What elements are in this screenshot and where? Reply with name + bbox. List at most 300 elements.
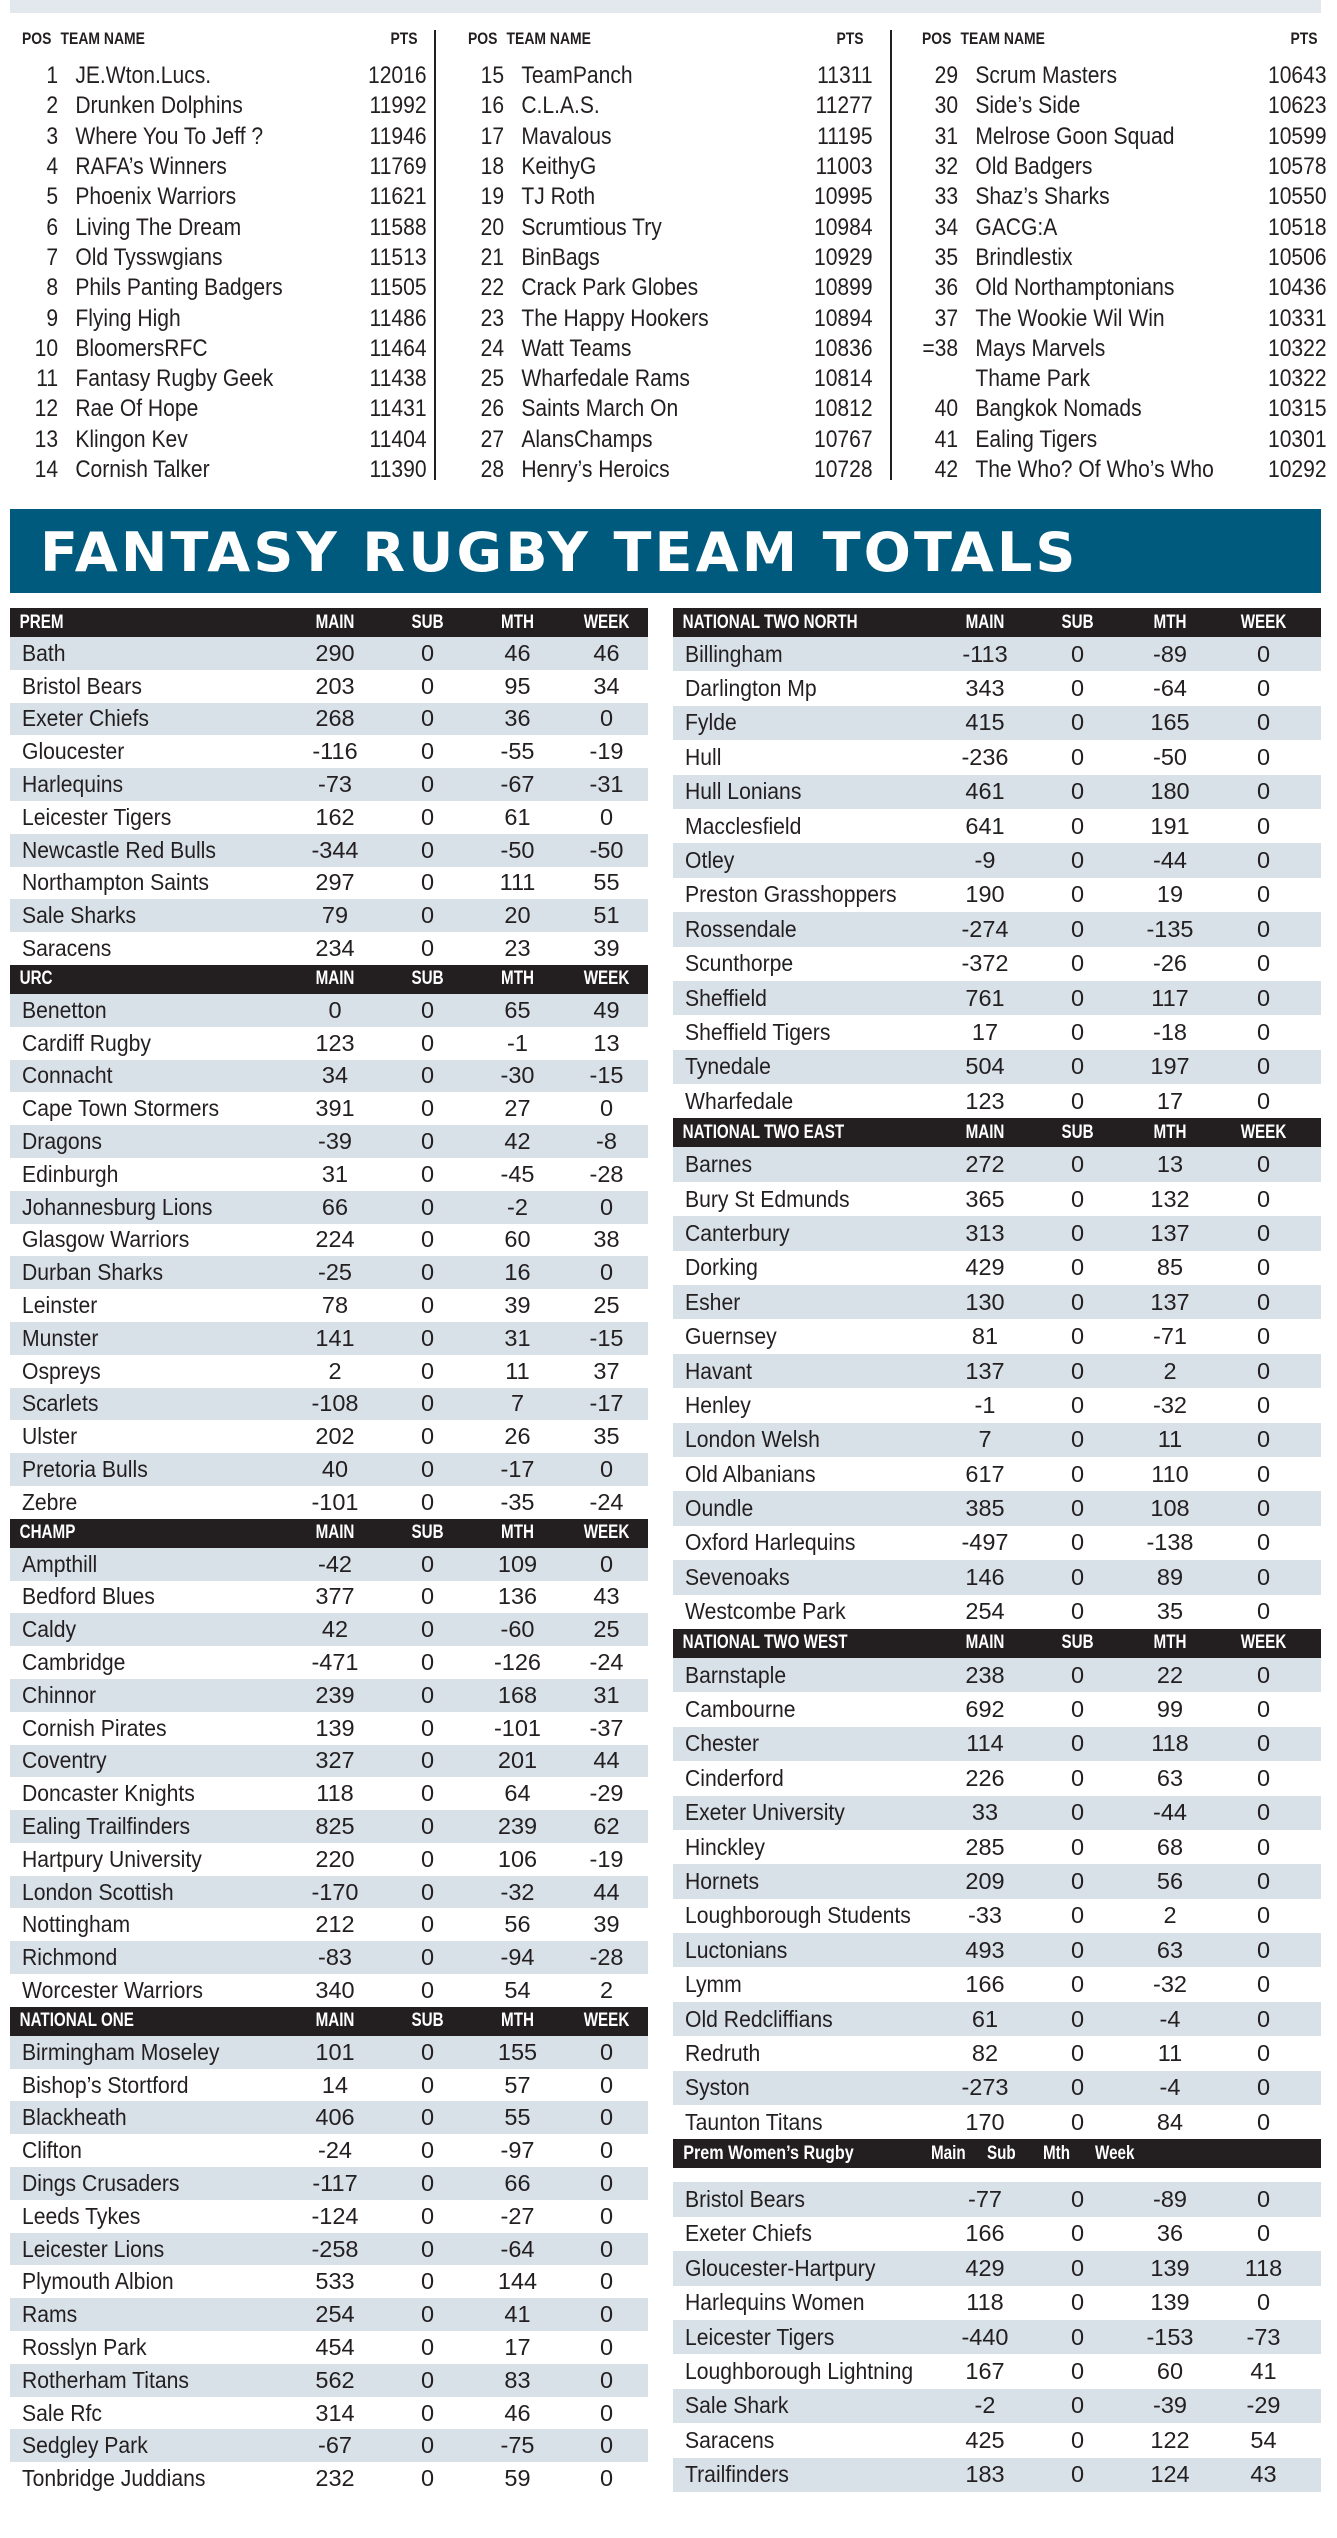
team-name-text: Leicester Tigers [22, 803, 172, 830]
value-week [565, 1423, 648, 1450]
value-sub [1035, 2040, 1120, 2067]
cell-value: 0 [420, 2301, 435, 2328]
points: 10814 [813, 365, 873, 393]
value-main [935, 1868, 1035, 1895]
team-name-text: Westcombe Park [685, 1598, 846, 1625]
cell-value: 0 [420, 996, 435, 1023]
cell-value: 0 [1070, 2220, 1085, 2247]
value-week [565, 1226, 648, 1253]
value-sub [1035, 1053, 1120, 1080]
value-mth [470, 2465, 565, 2492]
cell-value: 2 [328, 1357, 342, 1384]
cell-value: 114 [966, 1730, 1004, 1757]
value-main [935, 1529, 1035, 1556]
cell-value: 83 [504, 2366, 531, 2393]
team-name: TeamPanch [521, 62, 633, 90]
value-week [1220, 1220, 1307, 1247]
cell-value: 0 [599, 2071, 614, 2098]
column-header-week: WEEK [1240, 1632, 1287, 1654]
column-header-sub: SUB [1061, 1632, 1094, 1654]
team-name: Scrumtious Try [521, 213, 662, 241]
leaderboard-row [22, 425, 442, 455]
team-name: GACG:A [975, 213, 1058, 241]
cell-value: 190 [965, 881, 1005, 908]
cell-value: 51 [593, 902, 620, 929]
cell-value: 365 [965, 1185, 1005, 1212]
value-mth [1120, 1426, 1220, 1453]
cell-value: -25 [318, 1259, 352, 1286]
value-main [935, 1358, 1035, 1385]
cell-value: -29 [1246, 2392, 1281, 2419]
value-mth [1120, 1392, 1220, 1419]
value-week [1220, 813, 1307, 840]
cell-value: 38 [593, 1226, 620, 1253]
value-main [285, 1715, 385, 1742]
value-main [285, 804, 385, 831]
value-mth [470, 902, 565, 929]
cell-value: -101 [493, 1714, 542, 1741]
cell-value: -1 [507, 1029, 528, 1056]
value-mth [1120, 2255, 1220, 2282]
cell-value: 0 [1070, 1936, 1085, 1963]
cell-value: 234 [315, 935, 355, 962]
value-sub [1035, 709, 1120, 736]
value-mth [470, 738, 565, 765]
table-row [673, 1285, 1321, 1319]
value-sub [385, 1358, 470, 1385]
value-mth [1120, 778, 1220, 805]
team-name-text: Cambridge [22, 1649, 126, 1675]
value-sub [385, 705, 470, 732]
cell-value: 254 [315, 2301, 355, 2328]
value-sub [385, 2039, 470, 2066]
team-name-text: Hornets [685, 1867, 760, 1894]
table-row [673, 809, 1321, 843]
value-mth [470, 1030, 565, 1057]
cell-value: 0 [1070, 2005, 1085, 2032]
value-sub [1035, 744, 1120, 771]
cell-value: -273 [961, 2074, 1009, 2101]
points: 10728 [813, 456, 873, 483]
team-name [673, 1220, 935, 1247]
cell-value: -60 [500, 1616, 535, 1643]
team-name-text: Rotherham Titans [22, 2366, 189, 2393]
value-sub [1035, 2109, 1120, 2136]
cell-value: -1 [974, 1391, 996, 1418]
cell-value: -28 [589, 1160, 624, 1187]
leaderboard-header [22, 26, 442, 52]
value-main [285, 1161, 385, 1188]
cell-value: 0 [1256, 2289, 1271, 2316]
cell-value: 0 [599, 2104, 614, 2131]
leaderboard-row [468, 334, 888, 364]
value-week [1220, 916, 1307, 943]
team-name [673, 813, 935, 840]
team-name-text: Fylde [685, 709, 737, 736]
cell-value: 2 [599, 1976, 614, 2003]
cell-value: 0 [599, 2333, 614, 2360]
team-name [10, 1358, 285, 1385]
cell-value: -372 [961, 950, 1009, 977]
table-row [10, 1322, 648, 1355]
table-row [673, 1319, 1321, 1353]
cell-value: -24 [318, 2137, 352, 2164]
cell-value: -344 [311, 836, 359, 863]
team-name-text: Cinderford [685, 1764, 784, 1791]
value-mth [470, 1649, 565, 1676]
cell-value: 0 [420, 2333, 435, 2360]
value-main [285, 1846, 385, 1873]
cell-value: 35 [1156, 1598, 1184, 1625]
cell-value: 0 [1070, 2039, 1085, 2066]
team-name-text: Nottingham [22, 1911, 131, 1938]
value-sub [385, 1423, 470, 1450]
value-sub [1035, 1696, 1120, 1723]
cell-value: 0 [328, 996, 342, 1023]
column-header-week: WEEK [583, 2010, 630, 2032]
value-sub [1035, 1662, 1120, 1689]
title-banner [10, 509, 1321, 593]
table-row [673, 1692, 1321, 1726]
leaderboard-row [922, 273, 1337, 303]
team-name: Where You To Jeff ? [75, 122, 264, 150]
leaderboard-header [468, 26, 888, 52]
value-main [285, 771, 385, 798]
rank: 21 [480, 243, 505, 271]
points: 10578 [1267, 153, 1327, 181]
value-mth [1120, 2074, 1220, 2101]
value-main [285, 2465, 385, 2492]
team-name-text: Cape Town Stormers [22, 1095, 220, 1122]
cell-value: 33 [971, 1799, 999, 1826]
team-name-text: Harlequins [22, 771, 124, 798]
cell-value: 0 [1070, 1219, 1085, 1246]
points: 10767 [813, 425, 873, 453]
table-row [673, 2105, 1321, 2139]
cell-value: 111 [499, 869, 536, 896]
value-sub [1035, 2358, 1120, 2385]
value-main [285, 738, 385, 765]
cell-value: 0 [1070, 812, 1085, 839]
team-name-text: Sheffield Tigers [685, 1018, 831, 1045]
cell-value: 39 [504, 1292, 531, 1319]
team-name [673, 985, 935, 1012]
column-header-mth: MTH [1153, 611, 1187, 633]
cell-value: -153 [1146, 2323, 1194, 2350]
value-sub [1035, 813, 1120, 840]
team-name [10, 1259, 285, 1286]
value-main [285, 2104, 385, 2131]
cell-value: -73 [318, 771, 352, 798]
cell-value: 0 [420, 2071, 435, 2098]
team-name [673, 1971, 935, 1998]
cell-value: -77 [968, 2186, 1002, 2213]
cell-value: 0 [599, 2038, 614, 2065]
team-name [673, 1937, 935, 1964]
cell-value: -32 [1153, 1391, 1187, 1418]
value-week [565, 1846, 648, 1873]
table-row [673, 2217, 1321, 2251]
team-name-text: Chester [685, 1730, 760, 1757]
table-row [10, 1158, 648, 1191]
points: 10899 [813, 274, 873, 302]
cell-value: 0 [1070, 1151, 1085, 1178]
value-mth [1120, 1053, 1220, 1080]
table-row [673, 1761, 1321, 1795]
value-mth [470, 1423, 565, 1450]
cell-value: 26 [504, 1423, 531, 1450]
cell-value: -89 [1153, 640, 1187, 667]
cell-value: -138 [1146, 1529, 1194, 1556]
team-name [673, 1799, 935, 1826]
cell-value: 46 [593, 639, 620, 666]
value-week [1220, 2220, 1307, 2247]
points: 10984 [813, 213, 873, 241]
cell-value: -67 [500, 771, 535, 798]
value-sub [385, 1128, 470, 1155]
value-week [565, 1358, 648, 1385]
table-row [10, 2429, 648, 2462]
leaderboard-row [22, 455, 442, 485]
value-main [935, 709, 1035, 736]
points: 11513 [369, 243, 427, 271]
value-mth [1120, 1564, 1220, 1591]
cell-value: 43 [1250, 2461, 1277, 2488]
team-name: Old Tysswgians [75, 243, 223, 271]
value-mth [470, 1259, 565, 1286]
cell-value: 82 [971, 2039, 999, 2066]
value-sub [1035, 2461, 1120, 2488]
left-tables [10, 608, 648, 2495]
rank: 19 [480, 183, 505, 211]
cell-value: 203 [315, 672, 355, 699]
team-name [10, 1747, 285, 1774]
cell-value: 0 [1256, 1426, 1271, 1453]
team-name-text: Worcester Warriors [22, 1976, 203, 2003]
leaderboard-row [22, 273, 442, 303]
cell-value: -33 [968, 1902, 1002, 1929]
team-name-text: Lymm [685, 1971, 742, 1998]
pos-header: POS [22, 29, 52, 48]
team-name: Living The Dream [75, 213, 242, 241]
table-row [10, 670, 648, 703]
cell-value: -4 [1159, 2074, 1181, 2101]
value-mth [1120, 1598, 1220, 1625]
value-sub [385, 1390, 470, 1417]
cell-value: 42 [504, 1128, 531, 1155]
team-name-text: Newcastle Red Bulls [22, 836, 216, 863]
column-header-week: WEEK [1240, 1121, 1287, 1143]
value-week [565, 738, 648, 765]
table-row [673, 1388, 1321, 1422]
team-name-text: Tonbridge Juddians [22, 2465, 206, 2492]
value-week [565, 837, 648, 864]
table-row [10, 1941, 648, 1974]
cell-value: 0 [420, 1845, 435, 1872]
cell-value: 0 [1256, 1529, 1271, 1556]
team-name-text: Sale Shark [685, 2392, 789, 2419]
value-mth [470, 1095, 565, 1122]
table-row [10, 1453, 648, 1486]
value-main [285, 1358, 385, 1385]
table-row [673, 1354, 1321, 1388]
value-main [935, 1088, 1035, 1115]
value-mth [470, 640, 565, 667]
cell-value: 0 [1256, 812, 1271, 839]
table-row [10, 994, 648, 1027]
cell-value: 0 [599, 2366, 614, 2393]
value-week [565, 2432, 648, 2459]
team-name: C.L.A.S. [521, 92, 600, 120]
leaderboard-row [468, 182, 888, 212]
cell-value: 0 [1070, 778, 1085, 805]
value-week [1220, 1151, 1307, 1178]
value-week [1220, 2074, 1307, 2101]
rank: 27 [480, 425, 505, 453]
cell-value: 0 [420, 2104, 435, 2131]
team-name [673, 1186, 935, 1213]
value-week [1220, 2109, 1307, 2136]
cell-value: 0 [1256, 950, 1271, 977]
team-name: Bangkok Nomads [975, 395, 1142, 423]
table-header [673, 1629, 1321, 1658]
rank: 36 [934, 274, 959, 302]
column-header-main: MAIN [315, 611, 355, 633]
team-name-text: Leeds Tykes [22, 2202, 141, 2229]
value-mth [1120, 985, 1220, 1012]
team-name [10, 2367, 285, 2394]
team-name: Mays Marvels [975, 334, 1106, 362]
column-header-main: MAIN [315, 2010, 355, 2032]
value-sub [385, 673, 470, 700]
team-name [10, 1649, 285, 1676]
value-main [285, 705, 385, 732]
value-mth [470, 2170, 565, 2197]
cell-value: 34 [321, 1062, 349, 1089]
value-sub [385, 1095, 470, 1122]
value-sub [385, 1030, 470, 1057]
value-sub [385, 804, 470, 831]
cell-value: -19 [589, 1845, 624, 1872]
team-name [673, 2461, 935, 2488]
cell-value: -75 [500, 2432, 535, 2459]
rank: 14 [34, 456, 59, 483]
value-main [285, 1259, 385, 1286]
table-row [10, 1974, 648, 2007]
team-name [10, 1780, 285, 1807]
value-mth [1120, 1254, 1220, 1281]
value-week [1220, 2427, 1307, 2454]
team-name [10, 2170, 285, 2197]
value-week [565, 2236, 648, 2263]
table-row [673, 2423, 1321, 2457]
value-main [285, 869, 385, 896]
value-mth [1120, 1495, 1220, 1522]
team-name-text: Rosslyn Park [22, 2333, 147, 2360]
cell-value: 0 [420, 935, 435, 962]
value-mth [470, 1583, 565, 1610]
value-mth [470, 1456, 565, 1483]
value-week [1220, 709, 1307, 736]
cell-value: 61 [504, 803, 531, 830]
value-sub [385, 2465, 470, 2492]
value-week [1220, 1564, 1307, 1591]
team-name-text: Billingham [685, 640, 783, 667]
value-mth [1120, 1220, 1220, 1247]
cell-value: -55 [500, 738, 535, 765]
value-main [935, 1461, 1035, 1488]
cell-value: 0 [1256, 1764, 1271, 1791]
value-week [1220, 1902, 1307, 1929]
cell-value: 0 [1256, 1867, 1271, 1894]
cell-value: 0 [1070, 2254, 1085, 2281]
value-week [1220, 1834, 1307, 1861]
table-row [10, 2233, 648, 2266]
cell-value: 0 [1070, 1867, 1085, 1894]
value-sub [1035, 2006, 1120, 2033]
team-name [10, 1456, 285, 1483]
points: 10322 [1267, 365, 1327, 393]
team-name-text: Cardiff Rugby [22, 1029, 151, 1056]
cell-value: 34 [593, 672, 620, 699]
cell-value: 144 [497, 2268, 538, 2295]
value-main [935, 916, 1035, 943]
value-mth [470, 1390, 565, 1417]
team-name [10, 1813, 285, 1840]
value-main [285, 1194, 385, 1221]
cell-value: -2 [507, 1193, 528, 1220]
leaderboard-row [22, 334, 442, 364]
cell-value: 39 [593, 935, 620, 962]
cell-value: 0 [420, 1095, 435, 1122]
team-name [673, 1495, 935, 1522]
value-main [935, 1019, 1035, 1046]
cell-value: -101 [311, 1488, 359, 1515]
team-name [10, 935, 285, 962]
team-name [673, 2074, 935, 2101]
cell-value: 0 [420, 2268, 435, 2295]
value-main [285, 1030, 385, 1057]
cell-value: 31 [321, 1160, 349, 1187]
cell-value: -15 [589, 1062, 624, 1089]
cell-value: 314 [315, 2399, 355, 2426]
cell-value: 0 [1070, 2289, 1085, 2316]
leaderboard-column [922, 26, 1337, 485]
cell-value: 0 [599, 2137, 614, 2164]
cell-value: 343 [965, 675, 1005, 702]
team-name [10, 902, 285, 929]
table-row [10, 1876, 648, 1909]
cell-value: 11 [1157, 1426, 1183, 1453]
cell-value: 2 [1163, 1902, 1177, 1929]
page-title: FANTASY RUGBY TEAM TOTALS [40, 521, 1079, 584]
value-mth [470, 1715, 565, 1742]
cell-value: -9 [974, 847, 996, 874]
cell-value: 0 [1256, 881, 1271, 908]
team-name [673, 1019, 935, 1046]
team-name-text: Wharfedale [685, 1087, 794, 1114]
value-week [565, 2170, 648, 2197]
cell-value: 63 [1156, 1936, 1184, 1963]
team-name-text: Bristol Bears [22, 672, 142, 699]
value-main [285, 2203, 385, 2230]
cell-value: 0 [1070, 2358, 1085, 2385]
cell-value: 110 [1151, 1460, 1189, 1487]
team-name: Old Northamptonians [975, 274, 1175, 302]
team-name [10, 1911, 285, 1938]
value-mth [470, 1616, 565, 1643]
cell-value: 220 [315, 1845, 355, 1872]
